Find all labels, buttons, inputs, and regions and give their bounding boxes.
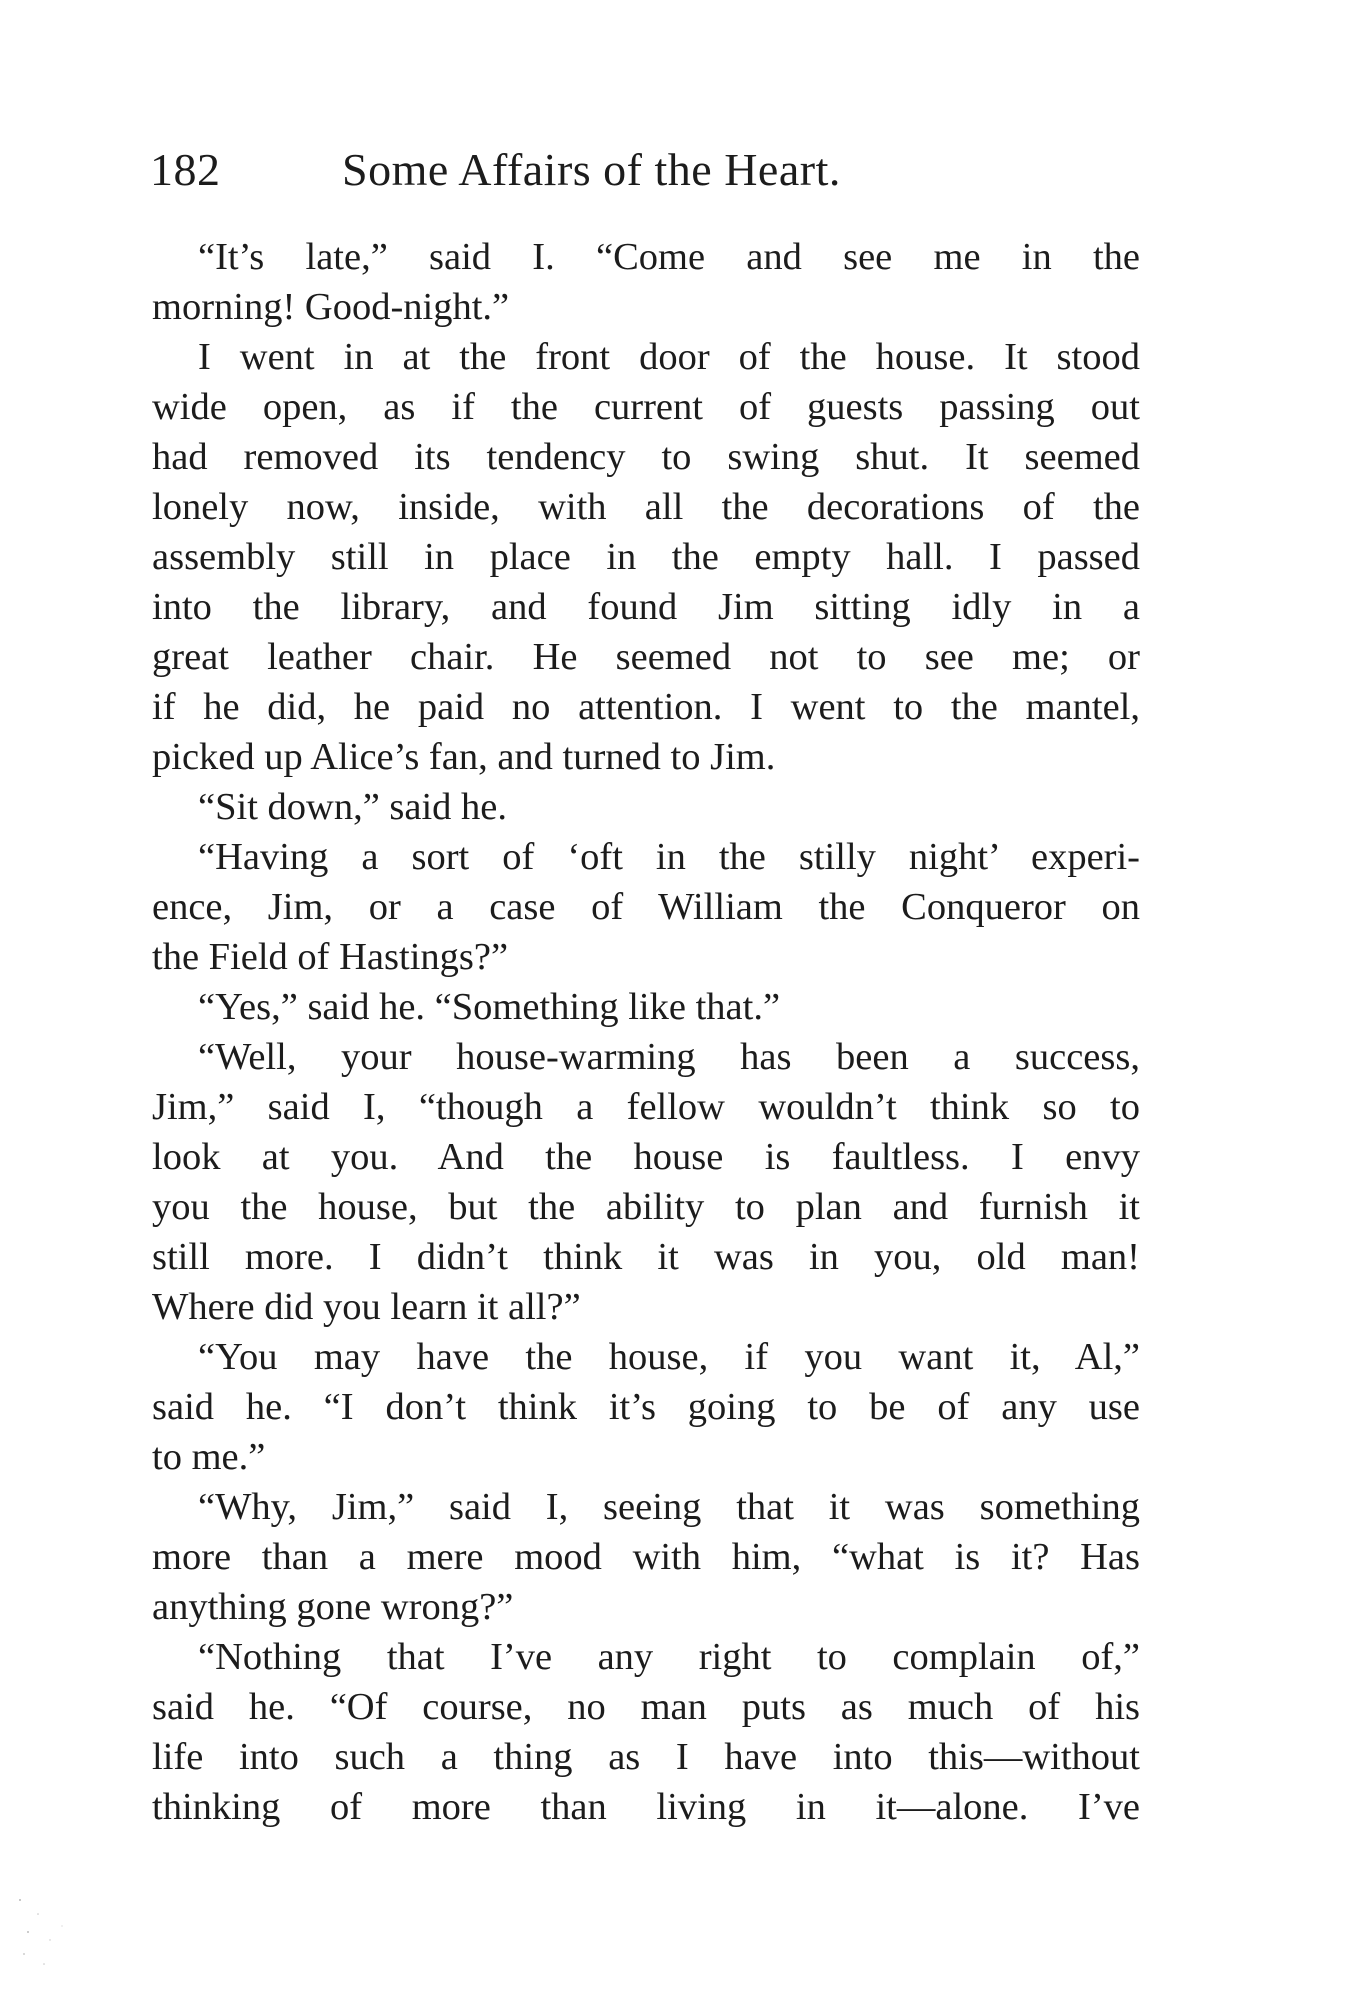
text-line: Jim,” said I, “though a fellow wouldn’t think so to: [152, 1086, 1140, 1128]
text-line: morning! Good-night.”: [152, 286, 510, 328]
text-line: still more. I didn’t think it was in you, old man!: [152, 1236, 1140, 1278]
text-line: “It’s late,” said I. “Come and see me in the: [198, 236, 1140, 278]
text-line: said he. “Of course, no man puts as much of his: [152, 1686, 1140, 1728]
text-line: assembly still in place in the empty hall. I passed: [152, 536, 1140, 578]
page-header: [150, 140, 1150, 200]
text-line: had removed its tendency to swing shut. It seemed: [152, 436, 1140, 478]
page-number: 182: [150, 144, 221, 195]
text-line: “Why, Jim,” said I, seeing that it was something: [198, 1486, 1140, 1528]
text-line: if he did, he paid no attention. I went to the mantel,: [152, 686, 1140, 728]
text-line: the Field of Hastings?”: [152, 936, 509, 978]
text-line: to me.”: [152, 1436, 266, 1478]
text-line: “Having a sort of ‘oft in the stilly night’ experi-: [198, 836, 1140, 878]
text-line: into the library, and found Jim sitting idly in a: [152, 586, 1140, 628]
text-line: “You may have the house, if you want it, Al,”: [198, 1336, 1140, 1378]
text-line: picked up Alice’s fan, and turned to Jim.: [152, 736, 776, 778]
text-line: look at you. And the house is faultless. I envy: [152, 1136, 1140, 1178]
text-line: “Yes,” said he. “Something like that.”: [198, 986, 781, 1028]
text-line: I went in at the front door of the house. It stood: [198, 336, 1140, 378]
text-line: thinking of more than living in it—alone. I’ve: [152, 1786, 1140, 1828]
text-line: life into such a thing as I have into this—without: [152, 1736, 1140, 1778]
text-line: “Well, your house-warming has been a success,: [198, 1036, 1140, 1078]
text-line: wide open, as if the current of guests passing out: [152, 386, 1140, 428]
text-line: said he. “I don’t think it’s going to be of any use: [152, 1386, 1140, 1428]
paper-specks: [8, 1880, 88, 1980]
text-line: great leather chair. He seemed not to see me; or: [152, 636, 1140, 678]
running-title: Some Affairs of the Heart.: [342, 144, 841, 195]
text-line: Where did you learn it all?”: [152, 1286, 581, 1328]
text-line: you the house, but the ability to plan and furnish it: [152, 1186, 1140, 1228]
text-line: anything gone wrong?”: [152, 1586, 514, 1628]
text-line: ence, Jim, or a case of William the Conqueror on: [152, 886, 1140, 928]
body-text: [152, 232, 1140, 1832]
text-line: lonely now, inside, with all the decorations of the: [152, 486, 1140, 528]
text-line: “Nothing that I’ve any right to complain of,”: [198, 1636, 1140, 1678]
text-line: more than a mere mood with him, “what is it? Has: [152, 1536, 1140, 1578]
text-line: “Sit down,” said he.: [198, 786, 508, 828]
